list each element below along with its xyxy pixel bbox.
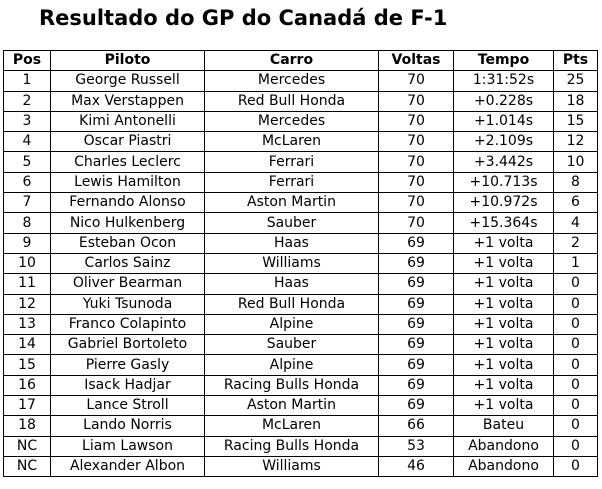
cell-pos: 8 bbox=[4, 213, 51, 233]
cell-pos: 10 bbox=[4, 253, 51, 273]
cell-pos: 9 bbox=[4, 233, 51, 253]
cell-pos: 3 bbox=[4, 111, 51, 131]
cell-tempo: Bateu bbox=[454, 416, 554, 436]
table-row bbox=[4, 213, 598, 233]
cell-pos: 16 bbox=[4, 375, 51, 395]
cell-pts: 18 bbox=[554, 91, 598, 111]
cell-piloto: Fernando Alonso bbox=[51, 193, 205, 213]
cell-carro: McLaren bbox=[205, 132, 379, 152]
table-row bbox=[4, 152, 598, 172]
table-row bbox=[4, 396, 598, 416]
cell-pos: 4 bbox=[4, 132, 51, 152]
cell-tempo: +1.014s bbox=[454, 111, 554, 131]
cell-pts: 6 bbox=[554, 193, 598, 213]
cell-voltas: 69 bbox=[379, 396, 454, 416]
cell-voltas: 66 bbox=[379, 416, 454, 436]
header-piloto: Piloto bbox=[51, 51, 205, 71]
cell-pts: 0 bbox=[554, 335, 598, 355]
cell-pts: 0 bbox=[554, 314, 598, 334]
cell-voltas: 69 bbox=[379, 355, 454, 375]
cell-piloto: Lando Norris bbox=[51, 416, 205, 436]
table-row bbox=[4, 314, 598, 334]
cell-piloto: Charles Leclerc bbox=[51, 152, 205, 172]
cell-piloto: Kimi Antonelli bbox=[51, 111, 205, 131]
table-row bbox=[4, 274, 598, 294]
cell-carro: Williams bbox=[205, 253, 379, 273]
cell-carro: Haas bbox=[205, 274, 379, 294]
cell-pos: 2 bbox=[4, 91, 51, 111]
cell-piloto: Carlos Sainz bbox=[51, 253, 205, 273]
cell-piloto: Lance Stroll bbox=[51, 396, 205, 416]
cell-tempo: +3.442s bbox=[454, 152, 554, 172]
cell-voltas: 70 bbox=[379, 213, 454, 233]
cell-voltas: 70 bbox=[379, 91, 454, 111]
cell-pos: 17 bbox=[4, 396, 51, 416]
table-row bbox=[4, 416, 598, 436]
cell-pts: 0 bbox=[554, 396, 598, 416]
cell-tempo: +1 volta bbox=[454, 253, 554, 273]
cell-voltas: 69 bbox=[379, 274, 454, 294]
cell-carro: Red Bull Honda bbox=[205, 91, 379, 111]
header-pts: Pts bbox=[554, 51, 598, 71]
cell-pts: 8 bbox=[554, 172, 598, 192]
cell-voltas: 70 bbox=[379, 71, 454, 91]
cell-piloto: George Russell bbox=[51, 71, 205, 91]
cell-piloto: Yuki Tsunoda bbox=[51, 294, 205, 314]
cell-pts: 15 bbox=[554, 111, 598, 131]
cell-carro: Aston Martin bbox=[205, 396, 379, 416]
table-row bbox=[4, 193, 598, 213]
cell-carro: McLaren bbox=[205, 416, 379, 436]
cell-carro: Mercedes bbox=[205, 111, 379, 131]
cell-pos: 6 bbox=[4, 172, 51, 192]
cell-pts: 0 bbox=[554, 355, 598, 375]
cell-tempo: +0.228s bbox=[454, 91, 554, 111]
cell-pts: 0 bbox=[554, 294, 598, 314]
cell-piloto: Gabriel Bortoleto bbox=[51, 335, 205, 355]
cell-piloto: Lewis Hamilton bbox=[51, 172, 205, 192]
cell-carro: Racing Bulls Honda bbox=[205, 375, 379, 395]
cell-pts: 2 bbox=[554, 233, 598, 253]
cell-tempo: +1 volta bbox=[454, 375, 554, 395]
cell-tempo: +1 volta bbox=[454, 335, 554, 355]
cell-tempo: +1 volta bbox=[454, 355, 554, 375]
cell-carro: Sauber bbox=[205, 213, 379, 233]
cell-voltas: 69 bbox=[379, 375, 454, 395]
cell-piloto: Oscar Piastri bbox=[51, 132, 205, 152]
cell-tempo: +10.972s bbox=[454, 193, 554, 213]
cell-carro: Haas bbox=[205, 233, 379, 253]
cell-piloto: Liam Lawson bbox=[51, 436, 205, 456]
cell-tempo: +1 volta bbox=[454, 314, 554, 334]
cell-tempo: +1 volta bbox=[454, 274, 554, 294]
cell-carro: Sauber bbox=[205, 335, 379, 355]
cell-pts: 0 bbox=[554, 375, 598, 395]
cell-pts: 10 bbox=[554, 152, 598, 172]
cell-tempo: 1:31:52s bbox=[454, 71, 554, 91]
cell-piloto: Alexander Albon bbox=[51, 456, 205, 476]
cell-carro: Mercedes bbox=[205, 71, 379, 91]
cell-voltas: 69 bbox=[379, 233, 454, 253]
cell-pos: 14 bbox=[4, 335, 51, 355]
cell-voltas: 53 bbox=[379, 436, 454, 456]
cell-piloto: Pierre Gasly bbox=[51, 355, 205, 375]
cell-voltas: 69 bbox=[379, 314, 454, 334]
cell-carro: Red Bull Honda bbox=[205, 294, 379, 314]
table-row bbox=[4, 233, 598, 253]
cell-tempo: +1 volta bbox=[454, 233, 554, 253]
header-pos: Pos bbox=[4, 51, 51, 71]
cell-piloto: Franco Colapinto bbox=[51, 314, 205, 334]
cell-tempo: Abandono bbox=[454, 436, 554, 456]
cell-carro: Aston Martin bbox=[205, 193, 379, 213]
cell-pts: 0 bbox=[554, 416, 598, 436]
cell-pos: 11 bbox=[4, 274, 51, 294]
cell-pos: 5 bbox=[4, 152, 51, 172]
cell-carro: Racing Bulls Honda bbox=[205, 436, 379, 456]
table-row bbox=[4, 111, 598, 131]
table-row bbox=[4, 253, 598, 273]
cell-piloto: Esteban Ocon bbox=[51, 233, 205, 253]
cell-voltas: 70 bbox=[379, 152, 454, 172]
cell-tempo: Abandono bbox=[454, 456, 554, 476]
header-tempo: Tempo bbox=[454, 51, 554, 71]
table-row bbox=[4, 91, 598, 111]
table-row bbox=[4, 335, 598, 355]
header-row bbox=[4, 51, 598, 71]
cell-pos: 13 bbox=[4, 314, 51, 334]
cell-pts: 0 bbox=[554, 456, 598, 476]
table-row bbox=[4, 355, 598, 375]
cell-carro: Williams bbox=[205, 456, 379, 476]
cell-voltas: 70 bbox=[379, 132, 454, 152]
page-title: Resultado do GP do Canadá de F-1 bbox=[39, 6, 448, 30]
cell-voltas: 69 bbox=[379, 253, 454, 273]
cell-pts: 1 bbox=[554, 253, 598, 273]
cell-pos: 18 bbox=[4, 416, 51, 436]
results-table bbox=[3, 50, 598, 477]
cell-piloto: Isack Hadjar bbox=[51, 375, 205, 395]
table-row bbox=[4, 172, 598, 192]
cell-carro: Ferrari bbox=[205, 172, 379, 192]
cell-voltas: 70 bbox=[379, 111, 454, 131]
cell-voltas: 69 bbox=[379, 335, 454, 355]
cell-voltas: 70 bbox=[379, 193, 454, 213]
cell-pts: 12 bbox=[554, 132, 598, 152]
cell-piloto: Nico Hulkenberg bbox=[51, 213, 205, 233]
cell-pos: NC bbox=[4, 456, 51, 476]
table-row bbox=[4, 294, 598, 314]
cell-tempo: +1 volta bbox=[454, 294, 554, 314]
cell-piloto: Oliver Bearman bbox=[51, 274, 205, 294]
cell-tempo: +2.109s bbox=[454, 132, 554, 152]
cell-pos: 7 bbox=[4, 193, 51, 213]
cell-pts: 0 bbox=[554, 436, 598, 456]
cell-voltas: 46 bbox=[379, 456, 454, 476]
header-carro: Carro bbox=[205, 51, 379, 71]
cell-tempo: +15.364s bbox=[454, 213, 554, 233]
table-row bbox=[4, 71, 598, 91]
cell-pts: 4 bbox=[554, 213, 598, 233]
table-row bbox=[4, 132, 598, 152]
header-voltas: Voltas bbox=[379, 51, 454, 71]
table-row bbox=[4, 375, 598, 395]
cell-tempo: +10.713s bbox=[454, 172, 554, 192]
cell-pos: 12 bbox=[4, 294, 51, 314]
cell-carro: Alpine bbox=[205, 355, 379, 375]
cell-voltas: 70 bbox=[379, 172, 454, 192]
cell-pts: 25 bbox=[554, 71, 598, 91]
cell-carro: Ferrari bbox=[205, 152, 379, 172]
cell-voltas: 69 bbox=[379, 294, 454, 314]
cell-pos: NC bbox=[4, 436, 51, 456]
cell-pos: 15 bbox=[4, 355, 51, 375]
cell-pts: 0 bbox=[554, 274, 598, 294]
cell-pos: 1 bbox=[4, 71, 51, 91]
cell-piloto: Max Verstappen bbox=[51, 91, 205, 111]
table-row bbox=[4, 456, 598, 476]
table-row bbox=[4, 436, 598, 456]
cell-tempo: +1 volta bbox=[454, 396, 554, 416]
cell-carro: Alpine bbox=[205, 314, 379, 334]
